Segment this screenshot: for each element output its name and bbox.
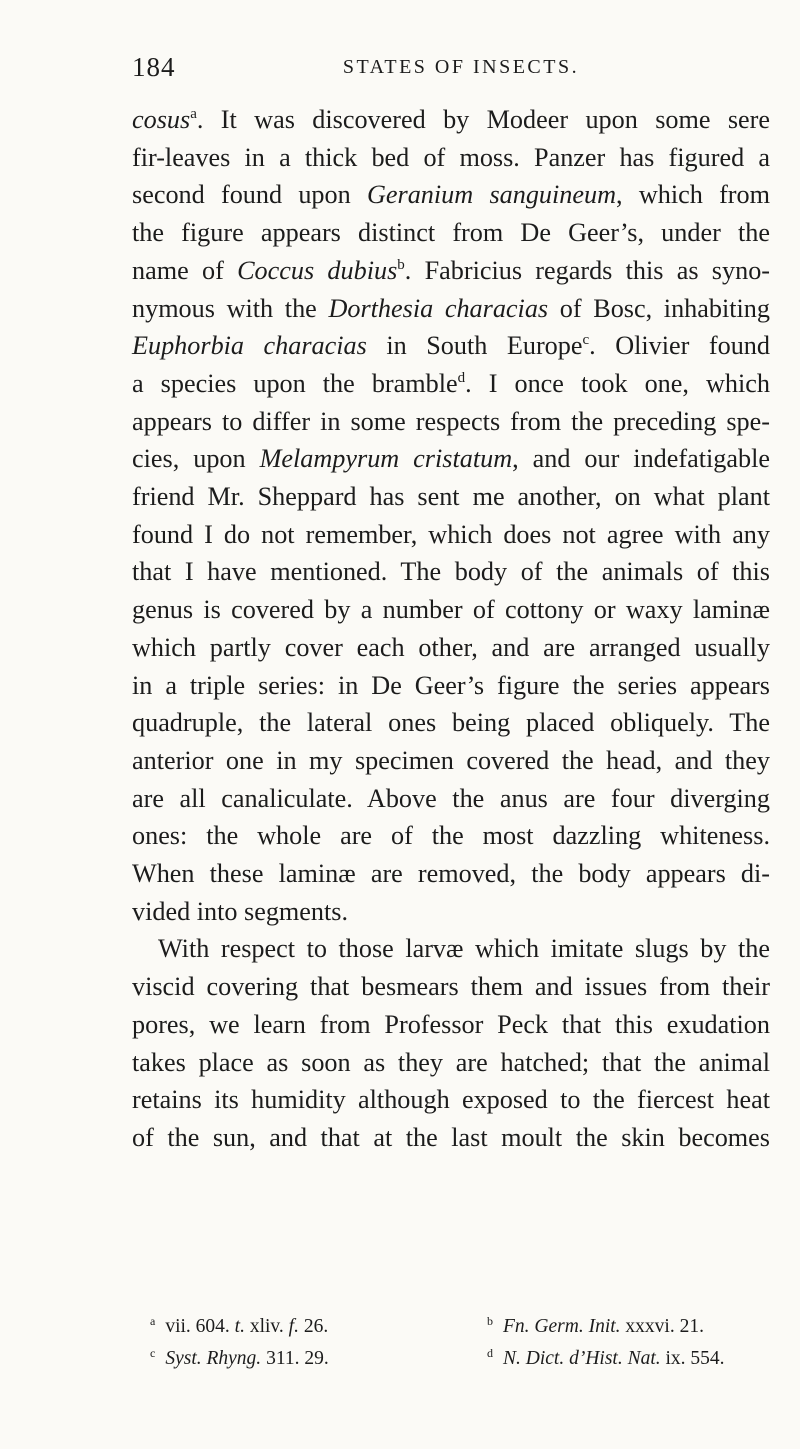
footnote-text: 26. (298, 1316, 329, 1337)
text-span: , which from (616, 180, 770, 210)
text-span: name of (132, 255, 238, 285)
text-span: . Fabricius regards this as syno- (404, 255, 771, 285)
footnote-text: N. Dict. d’Hist. Nat. (503, 1348, 661, 1369)
text-line: fir-leaves in a thick bed of moss. Panzer has figured a (132, 142, 770, 172)
text-line (132, 440, 770, 478)
text-line: With respect to those larvæ which imitate slugs by the (158, 934, 770, 964)
footnote-text: ix. 554. (660, 1348, 725, 1369)
footnote-ref: a (190, 106, 197, 122)
text-line: When these laminæ are removed, the body appears di- (132, 859, 770, 889)
footnote-mark: c (150, 1346, 156, 1360)
text-span: cies, upon (132, 444, 260, 474)
footnote-b (487, 1308, 704, 1340)
page-header (132, 52, 770, 92)
text-line: vided into segments. (132, 896, 349, 926)
text-line: quadruple, the lateral ones being placed obliquely. The (132, 708, 770, 738)
footnote-ref: c (582, 332, 590, 349)
text-line: the figure appears distinct from De Geer’s, under the (132, 218, 770, 248)
body-text (132, 101, 770, 1157)
text-line: are all canaliculate. Above the anus are four diverging (132, 783, 770, 813)
footnote-text: Fn. Germ. Init. (503, 1316, 621, 1337)
text-line: genus is covered by a number of cottony or waxy laminæ (132, 595, 770, 625)
text-line: friend Mr. Sheppard has sent me another, on what plant (132, 482, 770, 512)
text-span: . I once took one, which (465, 368, 770, 398)
text-span: a species upon the bramble (132, 368, 458, 398)
text-line: pores, we learn from Professor Peck that this exudation (132, 1009, 770, 1039)
footnote-text: xxxvi. 21. (620, 1316, 704, 1337)
text-span: in South Europe (366, 331, 583, 361)
text-line: that I have mentioned. The body of the animals of this (132, 557, 770, 587)
text-span: . It was discovered by Modeer upon some sere (196, 105, 770, 134)
footnote-mark: a (150, 1314, 156, 1328)
footnote-c (150, 1340, 487, 1372)
text-line (132, 327, 770, 365)
text-line: ones: the whole are of the most dazzling whiteness. (132, 821, 770, 851)
italic-term: Euphorbia characias (132, 331, 367, 361)
text-line (132, 101, 770, 139)
text-span: second found upon (132, 180, 367, 210)
text-line (132, 176, 770, 214)
footnote-text: vii. 604. (165, 1316, 235, 1337)
footnote-mark: b (487, 1314, 493, 1328)
text-span: nymous with the (132, 293, 329, 323)
footnote-text: t. (234, 1316, 245, 1337)
text-line: retains its humidity although exposed to the fiercest heat (132, 1085, 770, 1115)
footnote-ref: d (457, 369, 466, 386)
footnote-a (150, 1308, 487, 1340)
text-span: of Bosc, inhabiting (548, 293, 770, 323)
page-number: 184 (132, 52, 176, 82)
italic-term: Dorthesia characias (328, 293, 549, 323)
text-line: takes place as soon as they are hatched; that the animal (132, 1047, 770, 1077)
footnote-mark: d (487, 1346, 493, 1360)
footnotes (150, 1308, 775, 1372)
text-line: of the sun, and that at the last moult the skin becomes (132, 1122, 770, 1152)
italic-term: Coccus dubius (237, 255, 398, 285)
text-span: , and our indefatigable (512, 444, 770, 474)
text-line (132, 290, 770, 328)
footnote-row (150, 1340, 775, 1372)
text-line: in a triple series: in De Geer’s figure the series appears (132, 670, 770, 700)
text-line: found I do not remember, which does not agree with any (132, 519, 770, 549)
footnote-d (487, 1340, 725, 1372)
text-line: appears to differ in some respects from the preceding spe- (132, 406, 770, 436)
italic-term: Melampyrum cristatum (259, 444, 513, 474)
text-line: anterior one in my specimen covered the head, and they (132, 745, 770, 775)
text-line: viscid covering that besmears them and issues from their (132, 972, 770, 1002)
italic-term: Geranium sanguineum (366, 180, 617, 210)
text-line: which partly cover each other, and are arranged usually (132, 632, 770, 662)
footnote-text: Syst. Rhyng. (165, 1348, 262, 1369)
footnote-text: f. (288, 1316, 299, 1337)
running-head: STATES OF INSECTS. (342, 56, 580, 78)
footnote-ref: b (397, 256, 405, 273)
footnote-text: xliv. (244, 1316, 289, 1337)
text-line (132, 365, 770, 403)
text-line (132, 252, 770, 290)
italic-term: cosus (132, 105, 191, 134)
footnote-text: 311. 29. (261, 1348, 329, 1369)
footnote-row (150, 1308, 775, 1340)
text-span: . Olivier found (589, 331, 770, 361)
